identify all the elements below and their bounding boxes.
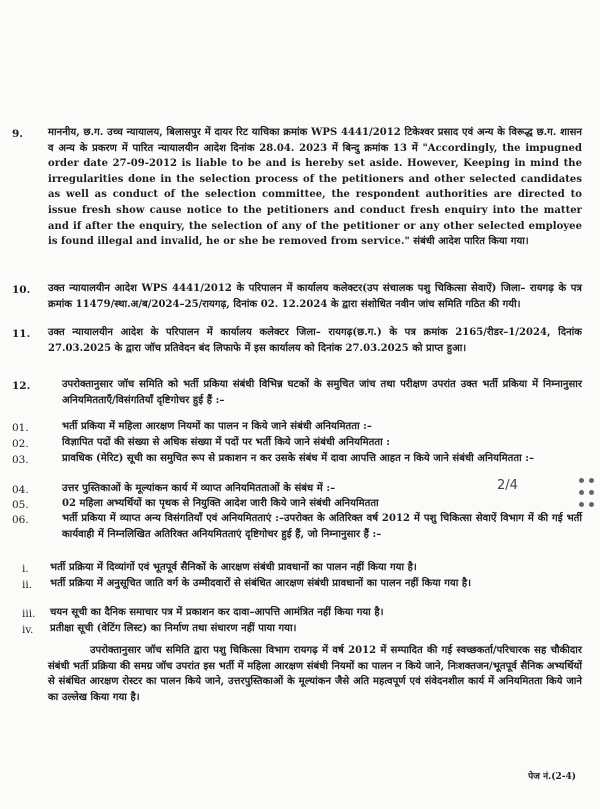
subitem-number: 03. [12, 454, 29, 466]
item-number: 9. [12, 128, 23, 140]
subitem-text: 02 महिला अभ्यर्थियों का पृथक से नियुक्ति आदेश जारी किये जाने संबंधी अनियमितता [62, 498, 379, 509]
roman-text: प्रतीक्षा सूची (वेटिंग लिस्ट) का निर्माण तथा संधारण नहीं पाया गया। [50, 623, 297, 634]
subitem-text: प्रावधिक (मेरिट) सूची का समुचित रूप से प्रकाशन न कर उसके संबंध में दावा आपत्ति आहत न किये जाने संबंधी अनियमितता :– [62, 453, 535, 464]
subitem-number: 01. [12, 422, 29, 434]
subitem-text: विज्ञापित पदों की संख्या से अधिक संख्या में पदों पर भर्ती किये जाने संबंधी अनियमितता : [62, 437, 390, 448]
subitem-number: 02. [12, 438, 29, 450]
roman-number: iii. [22, 608, 36, 620]
subitem-number: 04. [12, 484, 29, 496]
closing-paragraph: उपरोक्तानुसार जॉच समिति द्वारा पशु चिकित्सा विभाग रायगढ़ में वर्ष 2012 में सम्पादित की गई स्वच्छकर्ता/परिचारक सह चौकीदार संबंधी भर्ती प्रक्रिया की समग्र जॉच उपरांत इस भर्ती में महिला आरक्षण संबंधी नियमों का पालन न किये जाने, निःशक्तजन/भूतपूर्व सैनिक अभ्यर्थियों से संबंधित आरक्षण रोस्टर का पालन किये जाने, उत्तरपुस्तिकाओं के मूल्यांकन जैसे अति महत्वपूर्ण एवं संवेदनशील कार्य में अनियमितता किये जाने का उल्लेख किया गया है। [48, 645, 582, 703]
more-options-icon[interactable] [579, 478, 597, 516]
page-footer: पेज नं.(2-4) [528, 772, 576, 782]
item-number: 12. [12, 380, 31, 392]
roman-text: भर्ती प्रक्रिया में अनुसूचित जाति वर्ग के उम्मीदवारों से संबंधित आरक्षण संबंधी प्रावधानों का पालन नहीं किया गया है। [50, 578, 472, 589]
item-text: उक्त न्यायालयीन आदेश के परिपालन में कार्यालय कलेक्टर जिला– रायगढ़(छ.ग.) के पत्र क्रमांक 2165/रीडर–1/2024, दिनांक 27.03.2025 के द्वारा जॉच प्रतिवेदन बंद लिफाफे में इस कार्यालय को दिनांक 27.03.2025 को प्राप्त हुआ। [48, 327, 582, 354]
subitem-text: उत्तर पुस्तिकाओं के मूल्यांकन कार्य में व्याप्त अनियमितताओं के संबंध में :– [62, 483, 336, 494]
roman-text: भर्ती प्रक्रिया में दिव्यांगों एवं भूतपूर्व सैनिकों के आरक्षण संबंधी प्रावधानों का पालन नहीं किया गया है। [50, 562, 417, 573]
page-indicator: 2/4 [497, 478, 518, 493]
subitem-number: 06. [12, 514, 29, 526]
subitem-text: भर्ती प्रकिया में महिला आरक्षण नियमों का पालन न किये जाने संबंधी अनियमितता :– [62, 421, 372, 432]
item-text: उपरोक्तानुसार जॉच समिति को भर्ती प्रकिया संबंधी विभिन्न घटकों के समुचित जांच तथा परीक्षण उपरांत उक्त भर्ती प्रकिया में निम्नानुसार अनियमितताएँ/विसंगतियॉं दृष्टिगोचर हुई हैं :– [62, 379, 582, 406]
roman-number: i. [22, 563, 29, 575]
item-text: माननीय, छ.ग. उच्च न्यायालय, बिलासपुर में दायर रिट याचिका क्रमांक WPS 4441/2012 टिकेश्वर प्रसाद एवं अन्य के विरूद्ध छ.ग. शासन व अन्य के प्रकरण में पारित न्यायालयीन आदेश दिनांक 28.04. 2023 में बिन्दु क्रमांक 13 में "Accordingly, the impugned order date 27-09-2012 is liable to be and is hereby set aside. However, Keeping in mind the irregularities done in the selection process of the petitioners and other selected candidates as well as conduct of the selection committee, the respondent authorities are directed to issue fresh show cause notice to the petitioners and conduct fresh enquiry into the matter and if after the enquiry, the selection of any of the petitioner or any other selected employee is found illegal and invalid, he or she be removed from service." संबंधी आदेश पारित किया गया। [48, 127, 582, 248]
item-text: उक्त न्यायालयीन आदेश WPS 4441/2012 के परिपालन में कार्यालय कलेक्टर(उप संचालक पशु चिकित्सा सेवाऐं) जिला– रायगढ़ के पत्र क्रमांक 11479/स्था.अ/ब/2024–25/रायगढ़, दिनांक 02. 12.2024 के द्वारा संशोधित नवीन जांच समिति गठित की गयी। [48, 283, 582, 310]
roman-number: iv. [22, 624, 34, 636]
item-number: 10. [12, 284, 31, 296]
subitem-number: 05. [12, 499, 29, 511]
subitem-text: भर्ती प्रकिया में व्याप्त अन्य विसंगतियॉं एवं अनियमितताएं :–उपरोक्त के अतिरिक्त वर्ष 2012 में पशु चिकित्सा सेवाऐं विभाग में की गई भर्ती कार्यवाही में निम्नलिखित अतिरिक्त अनियमितताएं दृष्टिगोचर हुई हैं, जो निम्नानुसार हैं :– [62, 513, 582, 540]
item-number: 11. [12, 328, 31, 340]
roman-text: चयन सूची का दैनिक समाचार पत्र में प्रकाशन कर दावा–आपत्ति आमंत्रित नहीं किया गया है। [50, 607, 384, 618]
roman-number: ii. [22, 579, 33, 591]
